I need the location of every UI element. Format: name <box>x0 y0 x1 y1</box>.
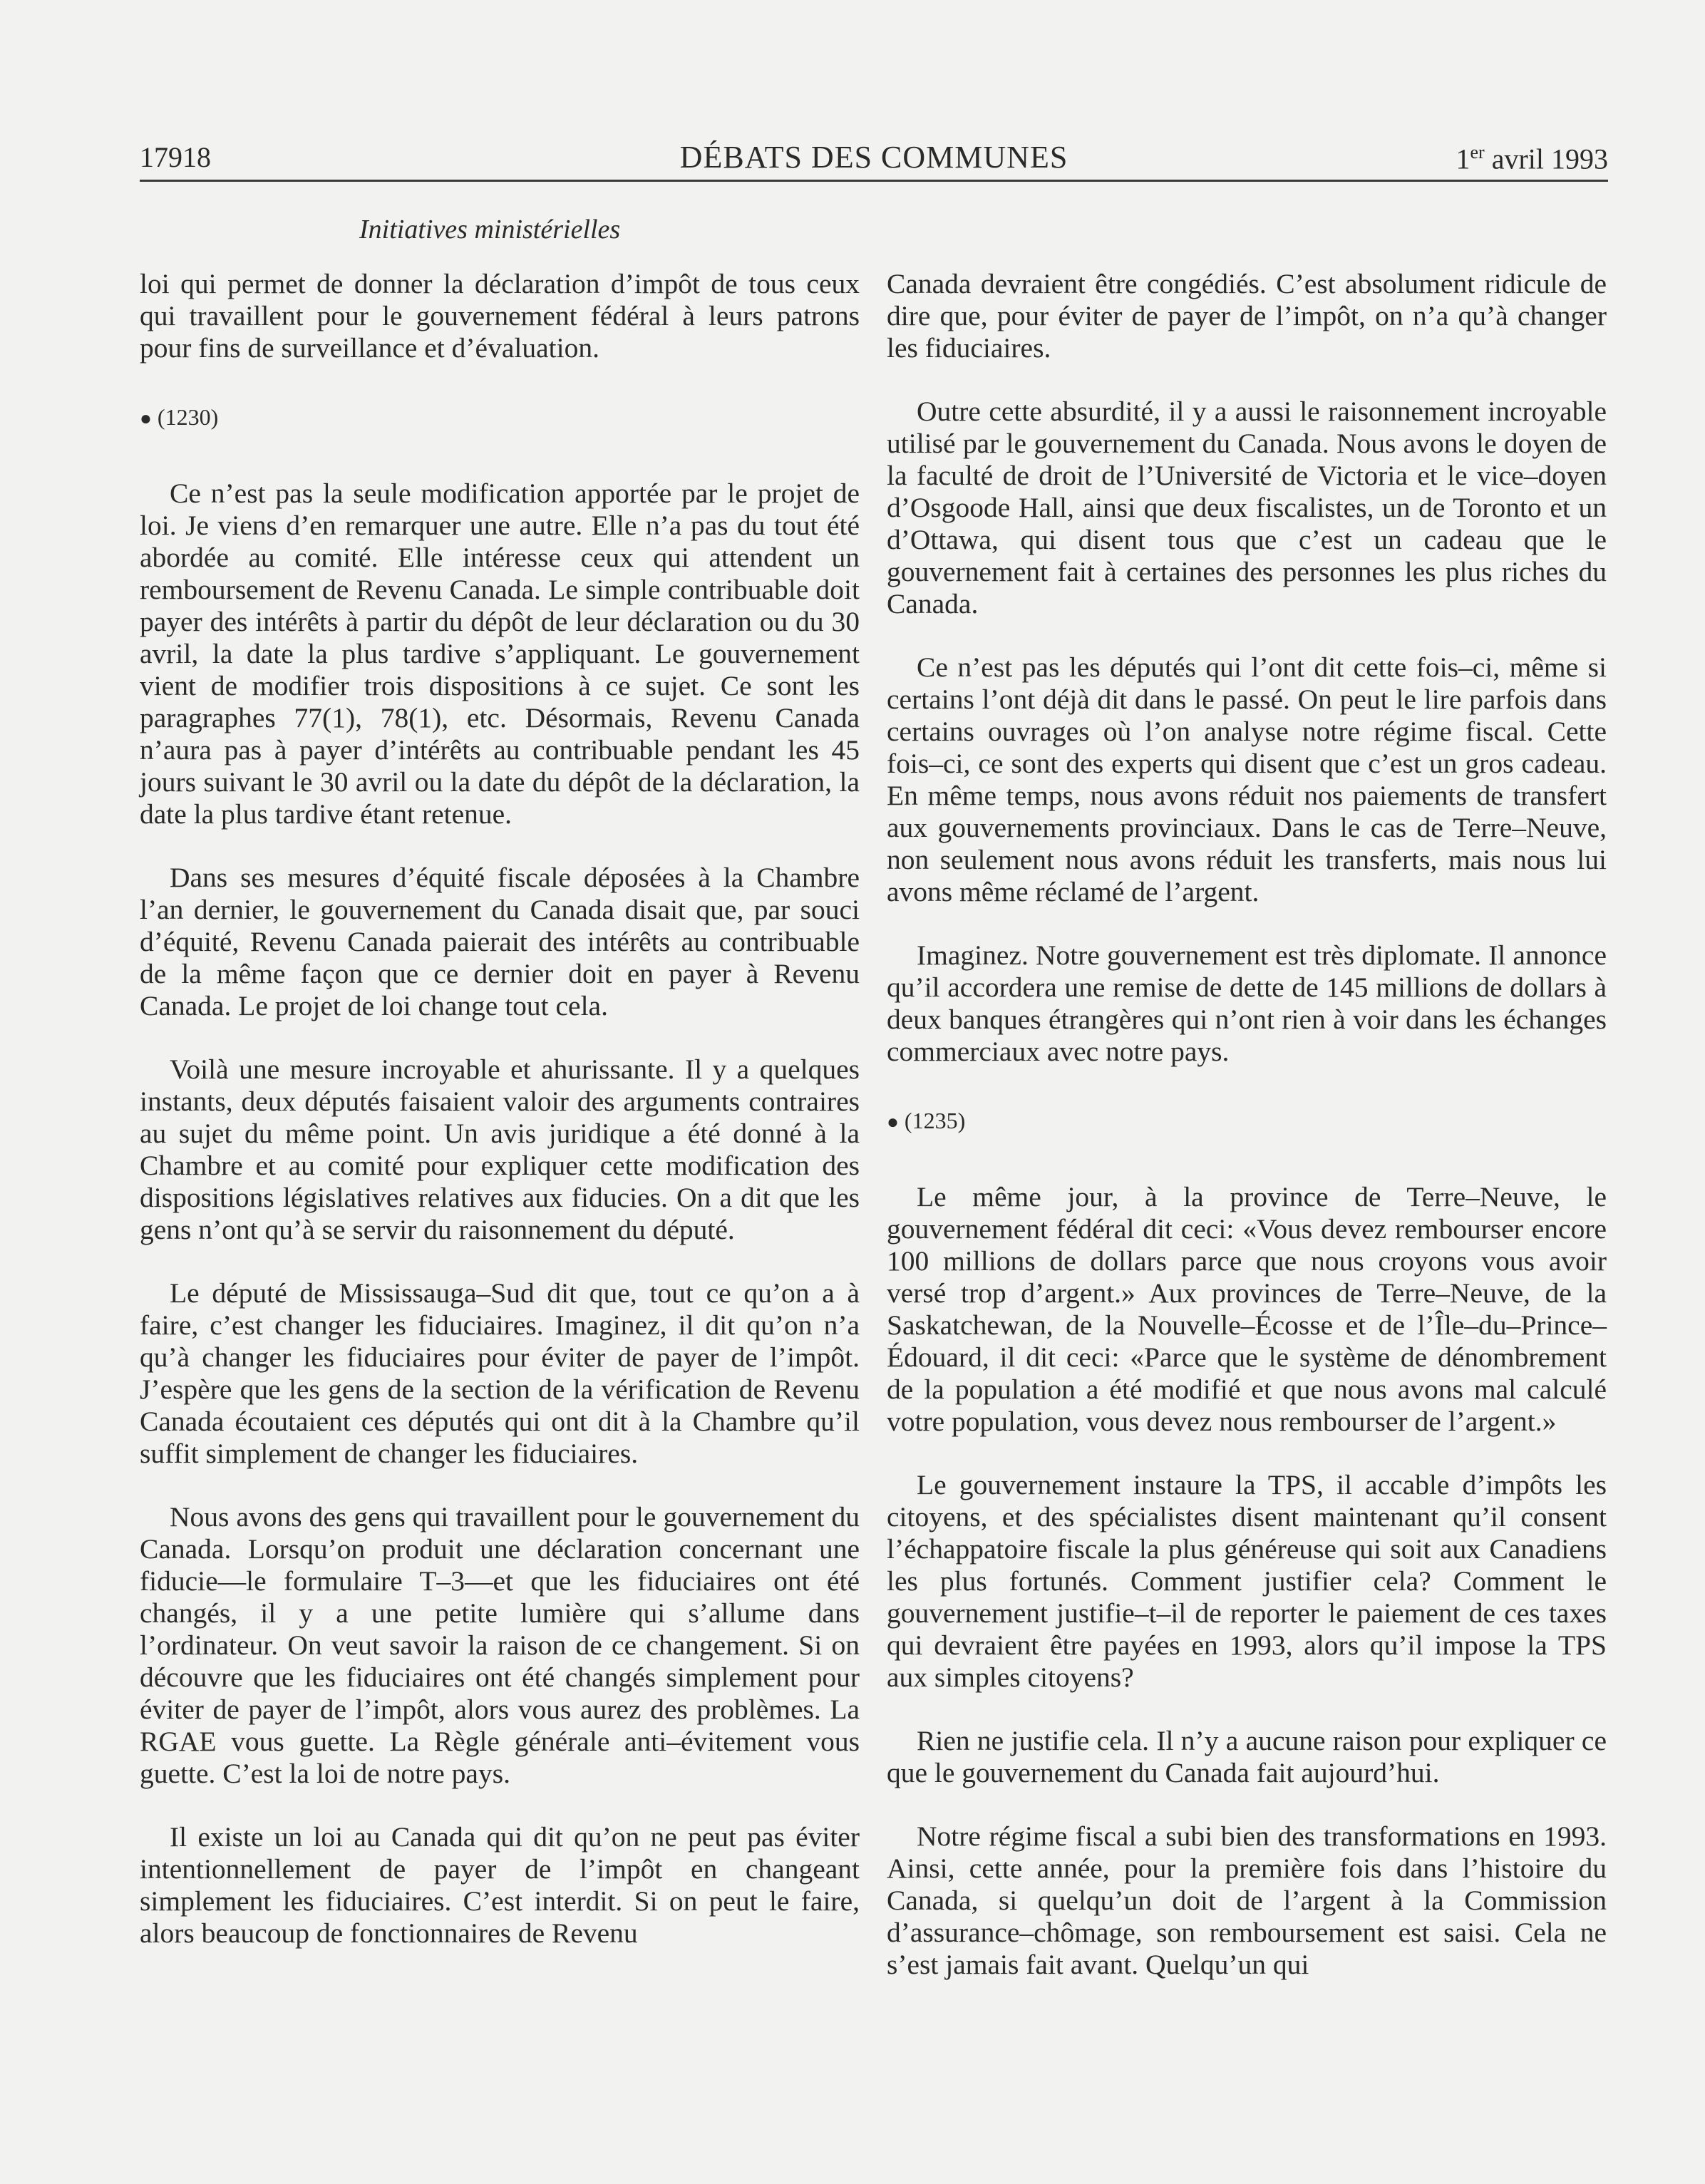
bullet-icon: ● <box>140 408 152 430</box>
time-marker <box>887 1105 1607 1138</box>
paragraph: Le gouvernement instaure la TPS, il accable d’impôts les citoyens, et des spécialistes disent maintenant qu’il consent l’échappatoire fiscale la plus généreuse qui soit aux Canadiens les plus fortunés. Comment justifier cela? Comment le gouvernement justifie–t–il de reporter le paiement de ces taxes qui devraient être payées en 1993, alors qu’il impose la TPS aux simples citoyens? <box>887 1469 1607 1693</box>
paragraph: Imaginez. Notre gouvernement est très diplomate. Il annonce qu’il accordera une remise de dette de 145 millions de dollars à deux banques étrangères qui n’ont rien à voir dans les échanges commerciaux avec notre pays. <box>887 939 1607 1067</box>
paragraph: Le député de Mississauga–Sud dit que, tout ce qu’on a à faire, c’est changer les fiduciaires. Imaginez, il dit qu’on n’a qu’à changer les fiduciaires pour éviter de payer de l’impôt. J’espère que les gens de la section de la vérification de Revenu Canada écoutaient ces députés qui ont dit à la Chambre qu’il suffit simplement de changer les fiduciaires. <box>140 1277 860 1469</box>
paragraph: Nous avons des gens qui travaillent pour le gouvernement du Canada. Lorsqu’on produit une déclaration concernant une fiducie—le formulaire T–3—et que les fiduciaires ont été changés, il y a une petite lumière qui s’allume dans l’ordinateur. On veut savoir la raison de ce changement. Si on découvre que les fiduciaires ont été changés simplement pour éviter de payer de l’impôt, alors vous aurez des problèmes. La RGAE vous guette. La Règle générale anti–évitement vous guette. C’est la loi de notre pays. <box>140 1501 860 1789</box>
header-date <box>1456 142 1608 175</box>
page-number: 17918 <box>140 141 211 173</box>
paragraph: Le même jour, à la province de Terre–Neuve, le gouvernement fédéral dit ceci: «Vous devez rembourser encore 100 millions de dollars parce que nous croyons vous avoir versé trop d’argent.» Aux provinces de Terre–Neuve, de la Saskatchewan, de la Nouvelle–Écosse et de l’Île–du–Prince–Édouard, il dit ceci: «Parce que le système de dénombrement de la population a été modifié et que nous avons mal calculé votre population, vous devez nous rembourser de l’argent.» <box>887 1181 1607 1437</box>
time-marker-label: (1235) <box>904 1108 966 1133</box>
time-marker <box>140 401 860 435</box>
right-column <box>887 268 1607 2012</box>
paragraph: Ce n’est pas les députés qui l’ont dit cette fois–ci, même si certains l’ont déjà dit dans le passé. On peut le lire parfois dans certains ouvrages où l’on analyse notre régime fiscal. Cette fois–ci, ce sont des experts qui disent que c’est un gros cadeau. En même temps, nous avons réduit nos paiements de transfert aux gouvernements provinciaux. Dans le cas de Terre–Neuve, non seulement nous avons réduit les transferts, mais nous lui avons même réclamé de l’argent. <box>887 651 1607 907</box>
page-header <box>140 134 1608 182</box>
paragraph: Ce n’est pas la seule modification apportée par le projet de loi. Je viens d’en remarquer une autre. Elle n’a pas du tout été abordée au comité. Elle intéresse ceux qui attendent un remboursement de Revenu Canada. Le simple contribuable doit payer des intérêts à partir du dépôt de leur déclaration ou du 30 avril, la date la plus tardive s’appliquant. Le gouvernement vient de modifier trois dispositions à ce sujet. Ce sont les paragraphes 77(1), 78(1), etc. Désormais, Revenu Canada n’aura pas à payer d’intérêts au contribuable pendant les 45 jours suivant le 30 avril ou la date du dépôt de la déclaration, la date la plus tardive étant retenue. <box>140 478 860 830</box>
paragraph: Il existe un loi au Canada qui dit qu’on ne peut pas éviter intentionnellement de payer de l’impôt en changeant simplement les fiduciaires. C’est interdit. Si on peut le faire, alors beaucoup de fonctionnaires de Revenu <box>140 1821 860 1949</box>
paragraph: Canada devraient être congédiés. C’est absolument ridicule de dire que, pour éviter de payer de l’impôt, on n’a qu’à changer les fiduciaires. <box>887 268 1607 364</box>
paragraph: Voilà une mesure incroyable et ahurissante. Il y a quelques instants, deux députés faisaient valoir des arguments contraires au sujet du même point. Un avis juridique a été donné à la Chambre et au comité pour expliquer cette modification des dispositions législatives relatives aux fiducies. On a dit que les gens n’ont qu’à se servir du raisonnement du député. <box>140 1054 860 1245</box>
left-column <box>140 268 860 1981</box>
paragraph: Outre cette absurdité, il y a aussi le raisonnement incroyable utilisé par le gouvernement du Canada. Nous avons le doyen de la faculté de droit de l’Université de Victoria et le vice–doyen d’Osgoode Hall, ainsi que deux fiscalistes, un de Toronto et un d’Ottawa, qui disent tous que c’est un cadeau que le gouvernement fait à certaines des personnes les plus riches du Canada. <box>887 396 1607 619</box>
paragraph: Dans ses mesures d’équité fiscale déposées à la Chambre l’an dernier, le gouvernement du Canada disait que, par souci d’équité, Revenu Canada paierait des intérêts au contribuable de la même façon que ce dernier doit en payer à Revenu Canada. Le projet de loi change tout cela. <box>140 862 860 1021</box>
section-title: Initiatives ministérielles <box>359 215 621 244</box>
date-month-year: avril 1993 <box>1484 143 1608 175</box>
date-day: 1 <box>1456 143 1470 175</box>
time-marker-label: (1230) <box>157 404 219 430</box>
bullet-icon: ● <box>887 1111 899 1133</box>
paragraph: Rien ne justifie cela. Il n’y a aucune raison pour expliquer ce que le gouvernement du Canada fait aujourd’hui. <box>887 1725 1607 1788</box>
publication-title: DÉBATS DES COMMUNES <box>679 140 1068 175</box>
paragraph: Notre régime fiscal a subi bien des transformations en 1993. Ainsi, cette année, pour la première fois dans l’histoire du Canada, si quelqu’un doit de l’argent à la Commission d’assurance–chômage, son remboursement est saisi. Cela ne s’est jamais fait avant. Quelqu’un qui <box>887 1820 1607 1980</box>
date-ordinal: er <box>1470 141 1485 163</box>
paragraph: loi qui permet de donner la déclaration d’impôt de tous ceux qui travaillent pour le gouvernement fédéral à leurs patrons pour fins de surveillance et d’évaluation. <box>140 268 860 364</box>
